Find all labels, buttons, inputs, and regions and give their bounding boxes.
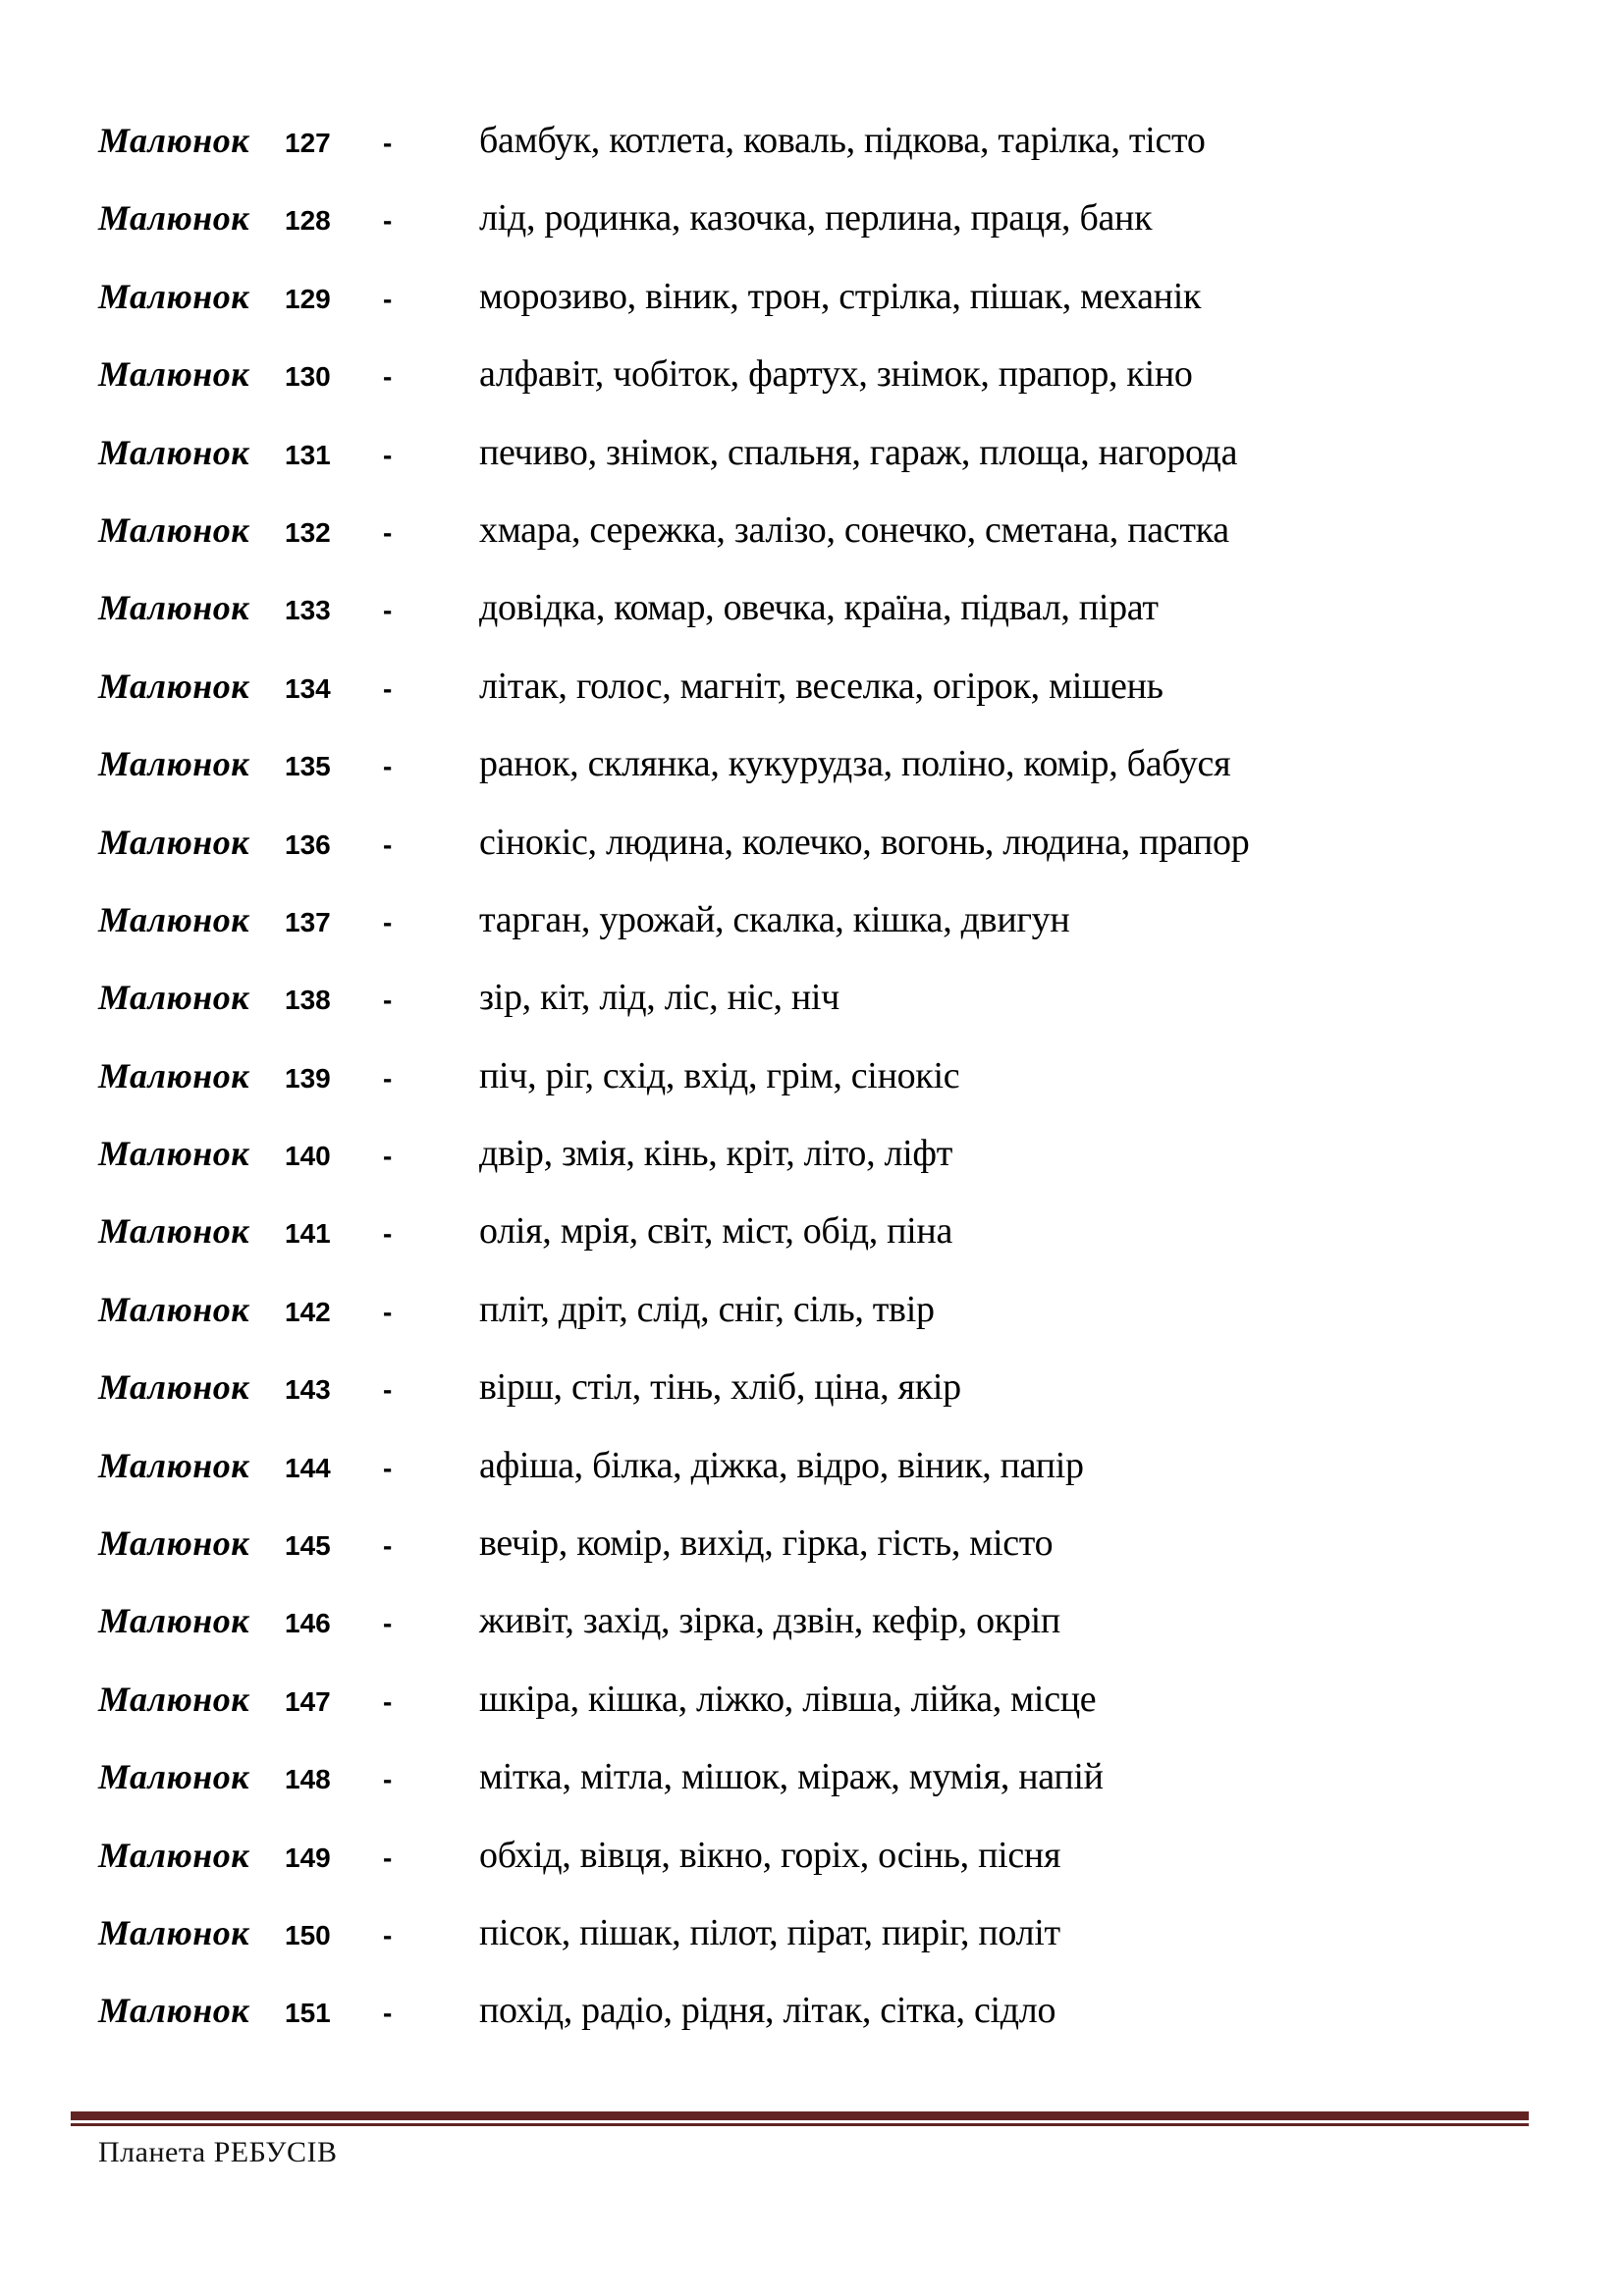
figure-label: Малюнок bbox=[98, 1679, 249, 1719]
separator-dash: - bbox=[383, 751, 393, 782]
separator-dash: - bbox=[383, 1608, 393, 1639]
figure-row bbox=[0, 1054, 1623, 1132]
separator-dash: - bbox=[383, 1374, 393, 1406]
separator-dash: - bbox=[383, 1141, 393, 1172]
separator-dash: - bbox=[383, 1685, 393, 1717]
separator-dash: - bbox=[383, 283, 393, 314]
figure-row bbox=[0, 352, 1623, 430]
figure-row bbox=[0, 586, 1623, 664]
word-list: похід, радіо, рідня, літак, сітка, сідло bbox=[479, 1990, 1056, 2032]
figure-row bbox=[0, 1444, 1623, 1522]
word-list: двір, змія, кінь, кріт, літо, ліфт bbox=[479, 1133, 953, 1175]
figure-number: 141 bbox=[285, 1218, 331, 1250]
word-list: мітка, мітла, мішок, міраж, мумія, напій bbox=[479, 1756, 1104, 1798]
figure-label: Малюнок bbox=[98, 666, 249, 706]
word-list: бамбук, котлета, коваль, підкова, тарілка, тісто bbox=[479, 120, 1206, 161]
word-list: літак, голос, магніт, веселка, огірок, мішень bbox=[479, 665, 1163, 707]
figure-row bbox=[0, 275, 1623, 352]
figure-label: Малюнок bbox=[98, 1289, 249, 1329]
figure-number: 147 bbox=[285, 1685, 331, 1717]
figure-label: Малюнок bbox=[98, 1211, 249, 1252]
word-list: живіт, захід, зірка, дзвін, кефір, окріп bbox=[479, 1600, 1060, 1642]
figure-number: 130 bbox=[285, 361, 331, 393]
figure-number: 146 bbox=[285, 1608, 331, 1639]
figure-label: Малюнок bbox=[98, 1601, 249, 1641]
separator-dash: - bbox=[383, 1218, 393, 1250]
figure-label: Малюнок bbox=[98, 1523, 249, 1564]
footer-rule-thick bbox=[71, 2111, 1529, 2120]
figure-row bbox=[0, 1755, 1623, 1833]
word-list: пліт, дріт, слід, сніг, сіль, твір bbox=[479, 1288, 935, 1330]
word-list: хмара, сережка, залізо, сонечко, сметана, пастка bbox=[479, 508, 1229, 551]
separator-dash: - bbox=[383, 1919, 393, 1950]
word-list: афіша, білка, діжка, відро, віник, папір bbox=[479, 1444, 1084, 1486]
figure-row bbox=[0, 821, 1623, 898]
figure-number: 139 bbox=[285, 1062, 331, 1094]
figure-number: 137 bbox=[285, 906, 331, 937]
word-list: олія, мрія, світ, міст, обід, піна bbox=[479, 1210, 953, 1253]
footer-text: Планета РЕБУСІВ bbox=[98, 2136, 338, 2168]
figure-number: 140 bbox=[285, 1141, 331, 1172]
figure-label: Малюнок bbox=[98, 1367, 249, 1408]
word-list: ранок, склянка, кукурудза, поліно, комір, бабуся bbox=[479, 743, 1231, 785]
word-list: лід, родинка, казочка, перлина, праця, банк bbox=[479, 197, 1153, 240]
footer-rule-thin bbox=[71, 2123, 1529, 2126]
figure-number: 128 bbox=[285, 205, 331, 237]
figure-label: Малюнок bbox=[98, 354, 249, 395]
figure-row bbox=[0, 665, 1623, 742]
figure-number: 129 bbox=[285, 283, 331, 314]
figure-number: 142 bbox=[285, 1296, 331, 1327]
figure-label: Малюнок bbox=[98, 1445, 249, 1485]
word-list: вечір, комір, вихід, гірка, гість, місто bbox=[479, 1522, 1054, 1565]
word-list: обхід, вівця, вікно, горіх, осінь, пісня bbox=[479, 1834, 1061, 1876]
figure-row bbox=[0, 196, 1623, 274]
separator-dash: - bbox=[383, 1764, 393, 1795]
figure-label: Малюнок bbox=[98, 509, 249, 550]
figure-number: 138 bbox=[285, 985, 331, 1016]
figure-row bbox=[0, 1209, 1623, 1287]
figure-number: 151 bbox=[285, 1998, 331, 2029]
figure-row bbox=[0, 976, 1623, 1053]
figure-label: Малюнок bbox=[98, 1134, 249, 1174]
separator-dash: - bbox=[383, 595, 393, 626]
figure-row bbox=[0, 119, 1623, 196]
separator-dash: - bbox=[383, 1296, 393, 1327]
separator-dash: - bbox=[383, 128, 393, 158]
figure-row bbox=[0, 1678, 1623, 1755]
figure-label: Малюнок bbox=[98, 1757, 249, 1797]
word-list: вірш, стіл, тінь, хліб, ціна, якір bbox=[479, 1366, 961, 1409]
figure-row bbox=[0, 1989, 1623, 2066]
figure-row bbox=[0, 1911, 1623, 1989]
figure-number: 136 bbox=[285, 828, 331, 860]
figure-label: Малюнок bbox=[98, 1835, 249, 1875]
word-list: сінокіс, людина, колечко, вогонь, людина, прапор bbox=[479, 821, 1250, 863]
figure-number: 135 bbox=[285, 751, 331, 782]
figure-number: 148 bbox=[285, 1764, 331, 1795]
separator-dash: - bbox=[383, 439, 393, 470]
figure-label: Малюнок bbox=[98, 121, 249, 160]
figure-row bbox=[0, 508, 1623, 586]
figure-number: 127 bbox=[285, 128, 331, 158]
figure-label: Малюнок bbox=[98, 1055, 249, 1095]
figure-row bbox=[0, 1288, 1623, 1365]
separator-dash: - bbox=[383, 361, 393, 393]
separator-dash: - bbox=[383, 1062, 393, 1094]
figure-label: Малюнок bbox=[98, 198, 249, 239]
word-list: довідка, комар, овечка, країна, підвал, пірат bbox=[479, 587, 1159, 629]
word-list: пісок, пішак, пілот, пірат, пиріг, політ bbox=[479, 1911, 1060, 1953]
figure-label: Малюнок bbox=[98, 978, 249, 1018]
word-list: печиво, знімок, спальня, гараж, площа, нагорода bbox=[479, 431, 1238, 473]
separator-dash: - bbox=[383, 672, 393, 704]
separator-dash: - bbox=[383, 828, 393, 860]
word-list: тарган, урожай, скалка, кішка, двигун bbox=[479, 898, 1070, 940]
figure-row bbox=[0, 742, 1623, 820]
figure-number: 131 bbox=[285, 439, 331, 470]
separator-dash: - bbox=[383, 1530, 393, 1562]
separator-dash: - bbox=[383, 1452, 393, 1483]
word-list: морозиво, віник, трон, стрілка, пішак, механік bbox=[479, 275, 1202, 317]
figure-label: Малюнок bbox=[98, 822, 249, 862]
figure-label: Малюнок bbox=[98, 588, 249, 628]
figure-number: 143 bbox=[285, 1374, 331, 1406]
figure-row bbox=[0, 431, 1623, 508]
figure-row bbox=[0, 1365, 1623, 1443]
figure-number: 145 bbox=[285, 1530, 331, 1562]
figure-label: Малюнок bbox=[98, 432, 249, 472]
figure-label: Малюнок bbox=[98, 276, 249, 316]
figure-number: 150 bbox=[285, 1919, 331, 1950]
figure-row bbox=[0, 1522, 1623, 1599]
figure-list bbox=[0, 119, 1623, 2067]
separator-dash: - bbox=[383, 985, 393, 1016]
figure-row bbox=[0, 1132, 1623, 1209]
figure-number: 132 bbox=[285, 516, 331, 548]
word-list: алфавіт, чобіток, фартух, знімок, прапор, кіно bbox=[479, 353, 1193, 396]
separator-dash: - bbox=[383, 1998, 393, 2029]
figure-label: Малюнок bbox=[98, 1991, 249, 2031]
separator-dash: - bbox=[383, 205, 393, 237]
figure-number: 133 bbox=[285, 595, 331, 626]
word-list: піч, ріг, схід, вхід, грім, сінокіс bbox=[479, 1054, 960, 1096]
figure-number: 144 bbox=[285, 1452, 331, 1483]
figure-label: Малюнок bbox=[98, 1912, 249, 1952]
figure-row bbox=[0, 1834, 1623, 1911]
figure-number: 149 bbox=[285, 1842, 331, 1873]
figure-row bbox=[0, 898, 1623, 976]
figure-row bbox=[0, 1599, 1623, 1677]
separator-dash: - bbox=[383, 516, 393, 548]
word-list: зір, кіт, лід, ліс, ніс, ніч bbox=[479, 977, 839, 1019]
figure-label: Малюнок bbox=[98, 744, 249, 784]
separator-dash: - bbox=[383, 1842, 393, 1873]
word-list: шкіра, кішка, ліжко, лівша, лійка, місце bbox=[479, 1678, 1097, 1720]
figure-label: Малюнок bbox=[98, 899, 249, 939]
figure-number: 134 bbox=[285, 672, 331, 704]
separator-dash: - bbox=[383, 906, 393, 937]
